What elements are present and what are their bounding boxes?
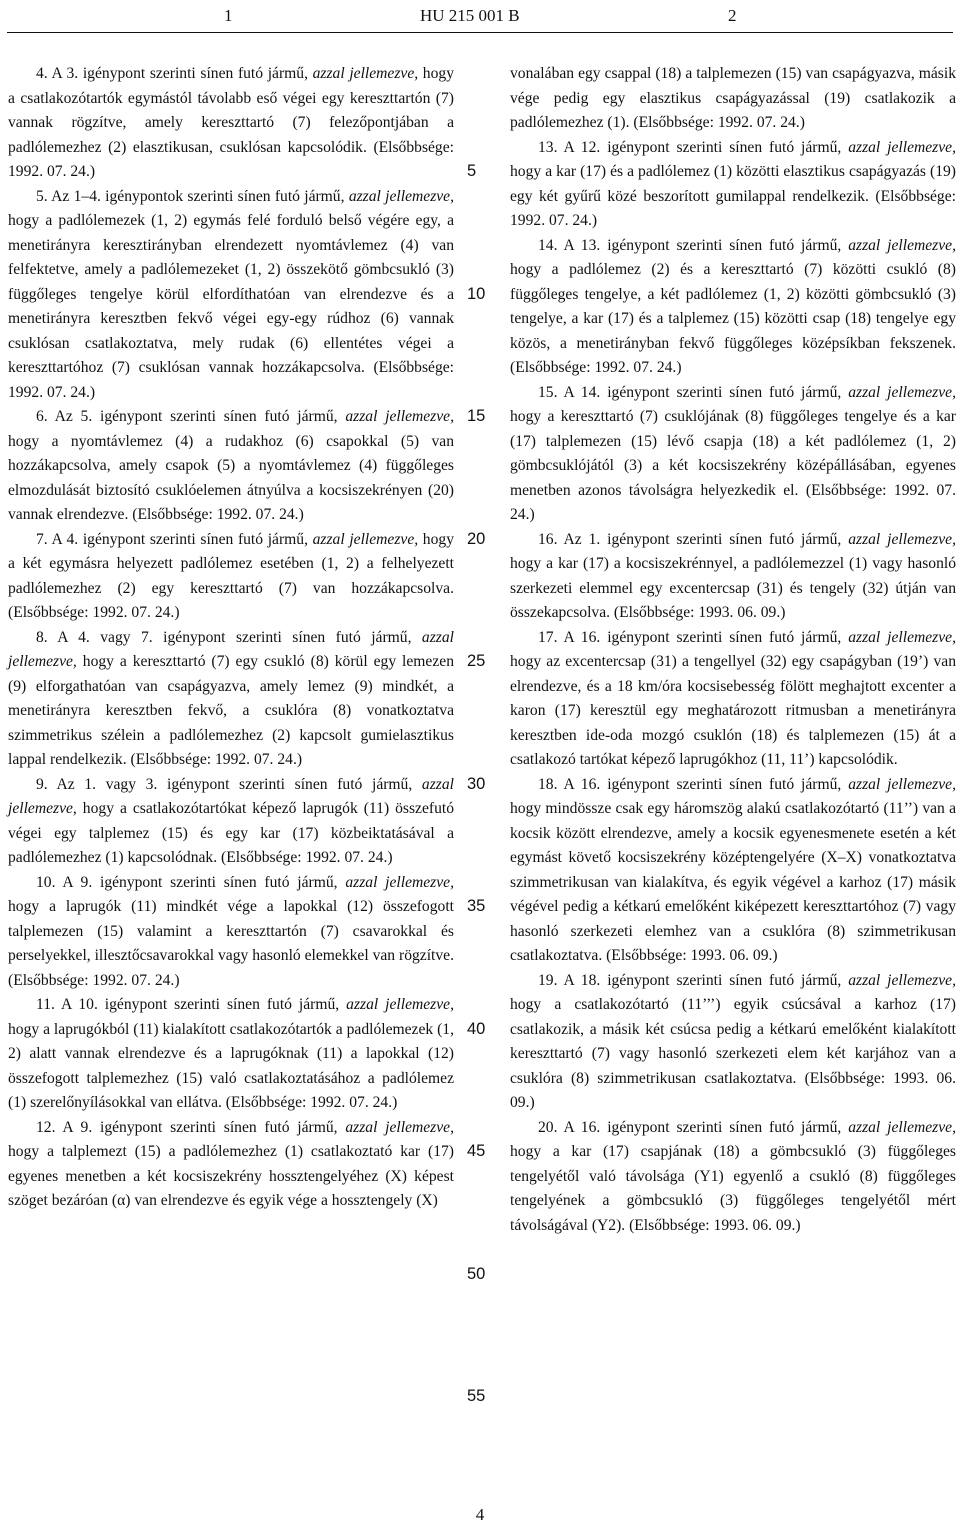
claim-paragraph [8, 773, 454, 871]
claim-text: vonalában egy csappal (18) a talplemezen (15) van csapágyazva, másik vége pedig egy elasztikus csapágyazással (19) csatlakozik a padlólemezhez (1). (Elsőbbsége: 1992. 07. 24.) [510, 65, 956, 131]
claim-text: 9. Az 1. vagy 3. igénypont szerinti sínen futó jármű, [36, 775, 422, 793]
claim-text: hogy a csatlakozótartók egymástól távolabb eső végei egy kereszttartón (7) vannak rögzítve, amely kereszttartó (7) felezőpontjában a padlólemezhez (2) elasztikusan, csuklósan kapcsolódik. (Elsőbbsége: 1992. 07. 24.) [8, 65, 454, 180]
claim-text: hogy a nyomtávlemez (4) a rudakhoz (6) csapokkal (5) van hozzákapcsolva, amely csapok (5) a nyomtávlemez (4) függőleges elmozdulását biztosító csuklóelemen átnyúlva a kocsiszekrényen (20) vannak elrendezve. (Elsőbbsége: 1992. 07. 24.) [8, 432, 454, 523]
claim-characterizing-phrase: azzal jellemezve, [312, 530, 419, 548]
claim-paragraph [510, 773, 956, 969]
claim-text: 17. A 16. igénypont szerinti sínen futó jármű, [538, 628, 849, 646]
claim-text: hogy a padlólemezek (1, 2) egymás felé forduló belső végére egy, a menetirányra keresztirányban elrendezett nyomtávlemez (4) van felfektetve, amely a padlólemezeket (1, 2) összekötő gömbcsukló (3) függőleges tengelye körül elfordíthatóan van elrendezve és a menetirányra keresztben fekvő végei egy-egy rúdhoz (6) vannak csuklósan csatlakoztatva, mely rudak (6) ellentétes végei a kereszttartóhoz (7) csuklósan vannak hozzákapcsolva. (Elsőbbsége: 1992. 07. 24.) [8, 212, 454, 401]
line-number: 50 [467, 1264, 486, 1283]
claim-text: 8. A 4. vagy 7. igénypont szerinti sínen futó jármű, [36, 628, 422, 646]
claim-paragraph [510, 626, 956, 773]
claim-paragraph [510, 62, 956, 136]
claim-paragraph [510, 528, 956, 626]
claim-text: 4. A 3. igénypont szerinti sínen futó jármű, [36, 65, 313, 82]
line-number: 5 [467, 162, 477, 180]
claim-characterizing-phrase: azzal jellemezve, [848, 628, 956, 646]
claim-characterizing-phrase: azzal jellemezve, [848, 236, 956, 254]
claim-text: hogy a csatlakozótartókat képező laprugók (11) összefutó végei egy talplemez (15) és egy kar (17) közbeiktatásával a padlólemezhez (1) kapcsolódnak. (Elsőbbsége: 1992. 07. 24.) [8, 800, 454, 866]
claim-characterizing-phrase: azzal jellemezve, [848, 138, 956, 156]
claim-text: 10. A 9. igénypont szerinti sínen futó jármű, [36, 873, 346, 891]
line-number: 10 [467, 284, 486, 303]
claim-characterizing-phrase: azzal jellemezve, [848, 1118, 956, 1136]
claim-characterizing-phrase: azzal jellemezve, [848, 775, 956, 793]
claim-text: hogy a kar (17) csapjának (18) a gömbcsukló (3) függőleges tengelyétől való távolsága (Y1) egyenlő a csukló (8) függőleges tengelyének a gömbcsukló (3) függőleges tengelyétől mért távolságával (Y2). (Elsőbbsége: 1993. 06. 09.) [510, 1143, 956, 1234]
claim-text: 20. A 16. igénypont szerinti sínen futó jármű, [538, 1118, 849, 1136]
claim-text: 16. Az 1. igénypont szerinti sínen futó jármű, [538, 530, 849, 548]
claim-paragraph [8, 62, 454, 185]
claim-characterizing-phrase: azzal jellemezve, [312, 65, 419, 82]
claim-characterizing-phrase: azzal jellemezve, [345, 408, 454, 425]
claim-characterizing-phrase: azzal jellemezve, [345, 873, 454, 891]
claim-text: hogy a padlólemez (2) és a kereszttartó (7) közötti csukló (8) függőleges tengelye, a két padlólemez (1, 2) közötti gömbcsukló (3) tengelye, a kar (17) és a talplemez (15) közötti csap (18) tengelye egy közös, a menetirányban fekvő függőleges középsíkban fekszenek. (Elsőbbsége: 1992. 07. 24.) [510, 261, 956, 376]
left-column [8, 62, 454, 1214]
page-number: 4 [475, 1505, 485, 1524]
claim-text: hogy az excentercsap (31) a tengellyel (32) egy csapágyban (19’) van elrendezve, és a 18 km/óra kocsisebesség fölött meghajtott excenter a karon (17) keresztül egy meghatározott ritmusban a menetirányra keresztben ide-oda mozgó csuklón (18) és talplemezen (15) át a csatlakozó tartókat képező laprugókhoz (11, 11’) kapcsolódik. [510, 653, 956, 768]
claim-text: 6. Az 5. igénypont szerinti sínen futó jármű, [36, 408, 346, 425]
line-number: 45 [467, 1142, 486, 1160]
claim-paragraph [8, 993, 454, 1116]
claim-text: hogy a kereszttartó (7) egy csukló (8) körül egy lemezen (9) elforgathatóan van csapágyazva, amely lemez (9) mindkét, a menetirányra keresztben fekvő, a csuklóra (8) vonatkoztatva szimmetrikus szélein a padlólemezhez (2) kapcsolt gumielasztikus lappal rendelkezik. (Elsőbbsége: 1992. 07. 24.) [8, 653, 454, 768]
claim-text: hogy mindössze csak egy háromszög alakú csatlakozótartó (11’’) van a kocsik között elrendezve, amely a kocsik egyenesmenete esetén a két egymást követő kocsiszekrény középtengelyére (X–X) vonatkoztatva szimmetrikusan van kialakítva, és egyik végével a karhoz (17) másik végével pedig a kétkarú emelőként kiképezett kereszttartóhoz (7) vagy hasonló szerkezeti elemhez van a csuklóra (8) szimmetrikusan csatlakoztatva. (Elsőbbsége: 1993. 06. 09.) [510, 800, 956, 964]
claim-characterizing-phrase: azzal jellemezve, [8, 628, 454, 670]
patent-number: HU 215 001 B [420, 6, 520, 25]
claim-text: 13. A 12. igénypont szerinti sínen futó jármű, [538, 138, 849, 156]
claim-text: 5. Az 1–4. igénypontok szerinti sínen futó jármű, [36, 187, 349, 205]
claim-characterizing-phrase: azzal jellemezve, [848, 530, 956, 548]
claim-text: 14. A 13. igénypont szerinti sínen futó jármű, [538, 236, 849, 254]
line-number: 20 [467, 529, 486, 548]
header-left-page-number: 1 [224, 6, 233, 25]
claim-text: hogy a laprugók (11) mindkét vége a lapokkal (12) összefogott talplemezen (15) valamint a kereszttartón (7) csavarokkal és perselyekkel, illesztőcsavarokkal vagy hasonló elemekkel van rögzítve. (Elsőbbsége: 1992. 07. 24.) [8, 898, 454, 989]
claim-paragraph [8, 185, 454, 406]
claim-characterizing-phrase: azzal jellemezve, [345, 1118, 454, 1136]
claim-text: hogy a laprugókból (11) kialakított csatlakozótartók a padlólemezek (1, 2) alatt vannak elrendezve és a laprugóknak (11) a lapokkal (12) összefogott talplemezhez (15) való csatlakoztatásához a padlólemez (1) szerelőnyílásokkal van ellátva. (Elsőbbsége: 1992. 07. 24.) [8, 1020, 454, 1111]
claim-text: hogy a csatlakozótartó (11’’’) egyik csúcsával a karhoz (17) csatlakozik, a másik két csúcsa pedig a kétkarú emelőként kialakított kereszttartó (7) vagy hasonló szerkezeti elem két karjához van a csuklóra (8) szimmetrikusan csatlakoztatva. (Elsőbbsége: 1993. 06. 09.) [510, 996, 956, 1111]
claim-paragraph [8, 626, 454, 773]
claim-paragraph [8, 405, 454, 528]
line-number: 40 [467, 1019, 486, 1038]
claim-text: 15. A 14. igénypont szerinti sínen futó jármű, [538, 383, 849, 401]
claim-paragraph [510, 1116, 956, 1239]
claim-paragraph [510, 136, 956, 234]
claim-text: 18. A 16. igénypont szerinti sínen futó jármű, [538, 775, 849, 793]
claim-paragraph [8, 871, 454, 994]
claim-characterizing-phrase: azzal jellemezve, [848, 971, 956, 989]
claim-text: hogy a talplemezt (15) a padlólemezhez (1) csatlakoztató kar (17) egyenes menetben a két kocsiszekrény hossztengelyéhez (X) képest szöget bezáróan (α) van elrendezve és egyik vége a hossztengely (X) [8, 1143, 454, 1209]
claim-paragraph [510, 381, 956, 528]
claim-paragraph [8, 1116, 454, 1214]
line-number: 25 [467, 652, 486, 670]
line-number: 55 [467, 1387, 486, 1405]
line-number: 35 [467, 897, 486, 915]
claim-characterizing-phrase: azzal jellemezve, [848, 383, 956, 401]
claim-text: hogy a kereszttartó (7) csuklójának (8) függőleges tengelye és a kar (17) talplemezen (15) lévő csapja (18) a két padlólemez (1, 2) gömbcsuklójától (3) a két kocsiszekrény középállásában, egyenes menetben azonos távolságra helyezkedik el. (Elsőbbsége: 1992. 07. 24.) [510, 408, 956, 523]
claim-characterizing-phrase: azzal jellemezve, [348, 187, 454, 205]
claim-text: 11. A 10. igénypont szerinti sínen futó jármű, [36, 996, 347, 1013]
line-number: 15 [467, 407, 486, 425]
claim-text: hogy a két egymásra helyezett padlólemez esetében (1, 2) a felhelyezett padlólemezhez (2) egy kereszttartó (7) van hozzákapcsolva. (Elsőbbsége: 1992. 07. 24.) [8, 530, 454, 621]
line-number: 30 [467, 774, 486, 793]
claim-text: 19. A 18. igénypont szerinti sínen futó jármű, [538, 971, 849, 989]
claim-text: hogy a kar (17) a kocsiszekrénnyel, a padlólemezzel (1) vagy hasonló szerkezeti elemmel egy excentercsap (31) és tengely (32) útján van összekapcsolva. (Elsőbbsége: 1993. 06. 09.) [510, 555, 956, 621]
claim-paragraph [510, 969, 956, 1116]
claim-characterizing-phrase: azzal jellemezve, [8, 775, 454, 817]
claim-text: hogy a kar (17) és a padlólemez (1) közötti elasztikus csapágyazás (19) egy két gyűrű közé beszorított gumilappal rendelkezik. (Elsőbbsége: 1992. 07. 24.) [510, 163, 956, 229]
claim-paragraph [510, 234, 956, 381]
right-column [510, 62, 956, 1238]
header-right-page-number: 2 [728, 6, 737, 25]
claim-paragraph [8, 528, 454, 626]
claim-characterizing-phrase: azzal jellemezve, [346, 996, 454, 1013]
claim-text: 12. A 9. igénypont szerinti sínen futó jármű, [36, 1118, 346, 1136]
line-numbers [467, 0, 507, 1531]
claim-text: 7. A 4. igénypont szerinti sínen futó jármű, [36, 530, 313, 548]
